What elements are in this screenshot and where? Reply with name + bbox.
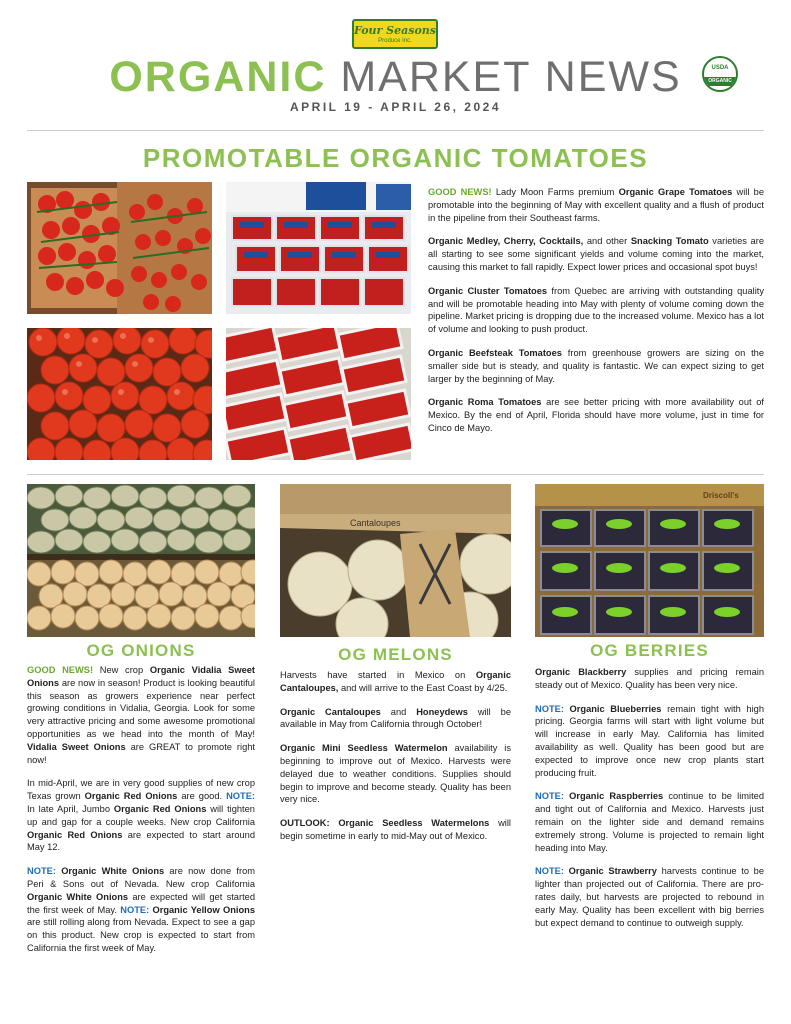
product-name: Organic Yellow Onions [152, 904, 255, 915]
text-run: will be available in May from California through October! [280, 706, 511, 730]
product-name: Organic Cantaloupes [280, 706, 381, 717]
text-run: harvests continue to be lighter than projected out of California. There are pro-rates daily, but harvests are projected to rebound in early May. Quality has been excellent with big berries but expect demand to continue to outweigh supply. [535, 866, 764, 928]
text-run: are now in season! Product is looking beautiful this season as growers experience near perfect growing conditions in Vidalia, Georgia. Look for some very attractive pricing and some awesome promotional opportunities as we head into the month of May! [27, 677, 255, 739]
tomatoes-paragraph-3 [428, 285, 764, 336]
berries-paragraph-1 [535, 666, 764, 692]
photo-berries [535, 484, 764, 637]
text-run: supplies and pricing remain steady out of Mexico. Quality has been very nice. [535, 667, 765, 690]
melons-text [280, 669, 511, 854]
text-run: will begin sometime in early to mid-May out of Mexico. [280, 818, 511, 841]
photo-cluster-tomatoes [27, 182, 212, 314]
good-news-label: GOOD NEWS! [27, 665, 94, 675]
note-label: NOTE: [27, 866, 56, 877]
text-run: and [380, 706, 417, 717]
usda-organic-seal [702, 56, 738, 92]
text-run: remain tight with high pricing. Georgia farms will start with light volume but will increase in early May. California has limited availability as well. Quality has been good but are expected to improve once new crop plants start producing fruit. [535, 703, 764, 778]
text-run: are good. [177, 791, 227, 802]
text-run: are now done from Peri & Sons out of Nevada. New crop California [27, 866, 255, 889]
product-name: Organic Roma Tomatoes [428, 397, 542, 408]
text-run: from Quebec are arriving with outstanding quality and will be promotable heading into May with plenty of volume coming down the pipeline. Market pricing is dropping due to the increased volume. Mexico has a lot of volume and looking to push product. [428, 285, 764, 335]
text-run: In mid-April, we are in very good supplies of new crop Texas grown [27, 778, 255, 802]
text-run: Harvests have started in Mexico on [280, 670, 476, 680]
product-name: Organic Blackberry [535, 667, 627, 677]
outlook-label: OUTLOOK: Organic Seedless Watermelons [280, 818, 490, 829]
text-run: from greenhouse growers are sizing on the smaller side but is steady, and quality is fantastic. We can expect sizing to get larger by the beginning of May. [428, 347, 764, 384]
tomatoes-paragraph-1 [428, 186, 764, 224]
usda-seal-band: ORGANIC [704, 77, 736, 86]
onions-text [27, 664, 255, 966]
photo-grape-tomatoes [226, 182, 411, 314]
usda-seal-top: USDA [711, 65, 729, 71]
onions-paragraph-3 [27, 865, 255, 955]
product-name: Snacking Tomato [630, 236, 709, 247]
note-label: NOTE: [226, 791, 255, 802]
photo-cherry-tomatoes [226, 328, 411, 460]
title-market-news: MARKET NEWS [340, 53, 682, 101]
melons-paragraph-1 [280, 669, 511, 695]
onions-heading: OG ONIONS [86, 641, 196, 660]
text-run: are still rolling along from Nevada. Expect to see a gap on this product. New crop is expected to start from California the first week of May. [27, 917, 255, 953]
photo-beefsteak-tomatoes [27, 328, 212, 460]
text-run: will tighten up and gap for a couple weeks. New crop California [27, 803, 255, 827]
brand-label: Driscoll's [703, 491, 739, 500]
photo-onions [27, 484, 255, 637]
note-label: NOTE: [535, 703, 564, 714]
product-name: Honeydews [416, 706, 468, 717]
text-run: are expected will get started the first week of May. [27, 891, 255, 915]
header-divider [27, 130, 764, 131]
logo-name: Four Seasons [354, 24, 436, 37]
text-run: availability is beginning to improve out of Mexico. Harvests were delayed due to weather conditions. Supplies should begin to improve and become steady. Quality has been very nice. [280, 743, 511, 805]
good-news-label: GOOD NEWS! [428, 187, 492, 197]
product-name: Organic Cluster Tomatoes [428, 285, 548, 296]
tomatoes-paragraph-4 [428, 347, 764, 385]
product-name: Organic Grape Tomatoes [618, 187, 733, 197]
note-label: NOTE: [120, 904, 150, 915]
product-name: Organic White Onions [61, 866, 165, 877]
product-name: Organic Blueberries [569, 703, 662, 714]
product-name: Organic Cantaloupes, [280, 670, 511, 693]
box-label: Cantaloupes [350, 518, 401, 528]
product-name: Organic Red Onions [84, 791, 178, 802]
onions-paragraph-1 [27, 664, 255, 766]
text-run: will be promotable into the beginning of May with excellent quality and a flush of product in the pipeline from their Southeast farms. [428, 187, 765, 223]
product-name: Organic Mini Seedless Watermelon [280, 743, 448, 754]
product-name: Vidalia Sweet Onions [27, 741, 126, 752]
text-run: In late April, Jumbo [27, 803, 114, 814]
berries-paragraph-3 [535, 790, 764, 854]
product-name: Organic Red Onions [113, 803, 207, 814]
text-run: Lady Moon Farms premium [491, 187, 619, 197]
product-name: Organic Red Onions [27, 829, 123, 840]
text-run: and other [583, 236, 631, 247]
note-label: NOTE: [535, 866, 564, 877]
tomatoes-paragraph-5 [428, 396, 764, 434]
tomatoes-text [428, 186, 764, 446]
melons-paragraph-4 [280, 817, 511, 843]
melons-heading: OG MELONS [338, 645, 453, 664]
text-run: New crop [93, 665, 150, 675]
text-run: are expected to start around May 12. [27, 829, 255, 853]
issue-dates: APRIL 19 - APRIL 26, 2024 [289, 100, 501, 114]
text-run: and will arrive to the East Coast by 4/25. [338, 682, 508, 693]
berries-paragraph-4 [535, 865, 764, 929]
melons-paragraph-3 [280, 742, 511, 806]
product-name: Organic Vidalia Sweet Onions [27, 665, 256, 688]
tomatoes-heading: PROMOTABLE ORGANIC TOMATOES [142, 143, 649, 173]
text-run: are see better pricing with more availability out of Mexico. By the end of April, Florida should have more volume, just in time for Cinco de Mayo. [428, 397, 764, 433]
berries-paragraph-2 [535, 703, 764, 780]
photo-melons [280, 484, 511, 637]
note-label: NOTE: [535, 791, 564, 802]
text-run: are GREAT to promote right now! [27, 741, 255, 765]
section-divider [27, 474, 764, 475]
product-name: Organic Strawberry [568, 866, 657, 877]
product-name: Organic Medley, Cherry, Cocktails, [428, 236, 584, 247]
product-name: Organic Raspberries [569, 791, 664, 802]
four-seasons-logo [352, 19, 438, 49]
text-run: varieties are all starting to see some significant yields and volume coming into the market, causing this market to fall rapidly. Expect lower prices and occasional spot buys! [428, 236, 764, 272]
text-run: continue to be limited and tight out of California and Mexico. Harvests just remain on the lighter side and demand remains extremely strong. Volume is projected to remain light heading into May. [535, 791, 764, 853]
title-organic: ORGANIC [109, 53, 327, 101]
tomatoes-paragraph-2 [428, 235, 764, 273]
melons-paragraph-2 [280, 706, 511, 732]
product-name: Organic White Onions [27, 891, 129, 902]
berries-text [535, 666, 764, 940]
product-name: Organic Beefsteak Tomatoes [428, 347, 562, 358]
page-title [0, 54, 791, 100]
onions-paragraph-2 [27, 777, 255, 854]
berries-heading: OG BERRIES [590, 641, 709, 660]
logo-subtitle: Produce Inc. [378, 38, 412, 44]
